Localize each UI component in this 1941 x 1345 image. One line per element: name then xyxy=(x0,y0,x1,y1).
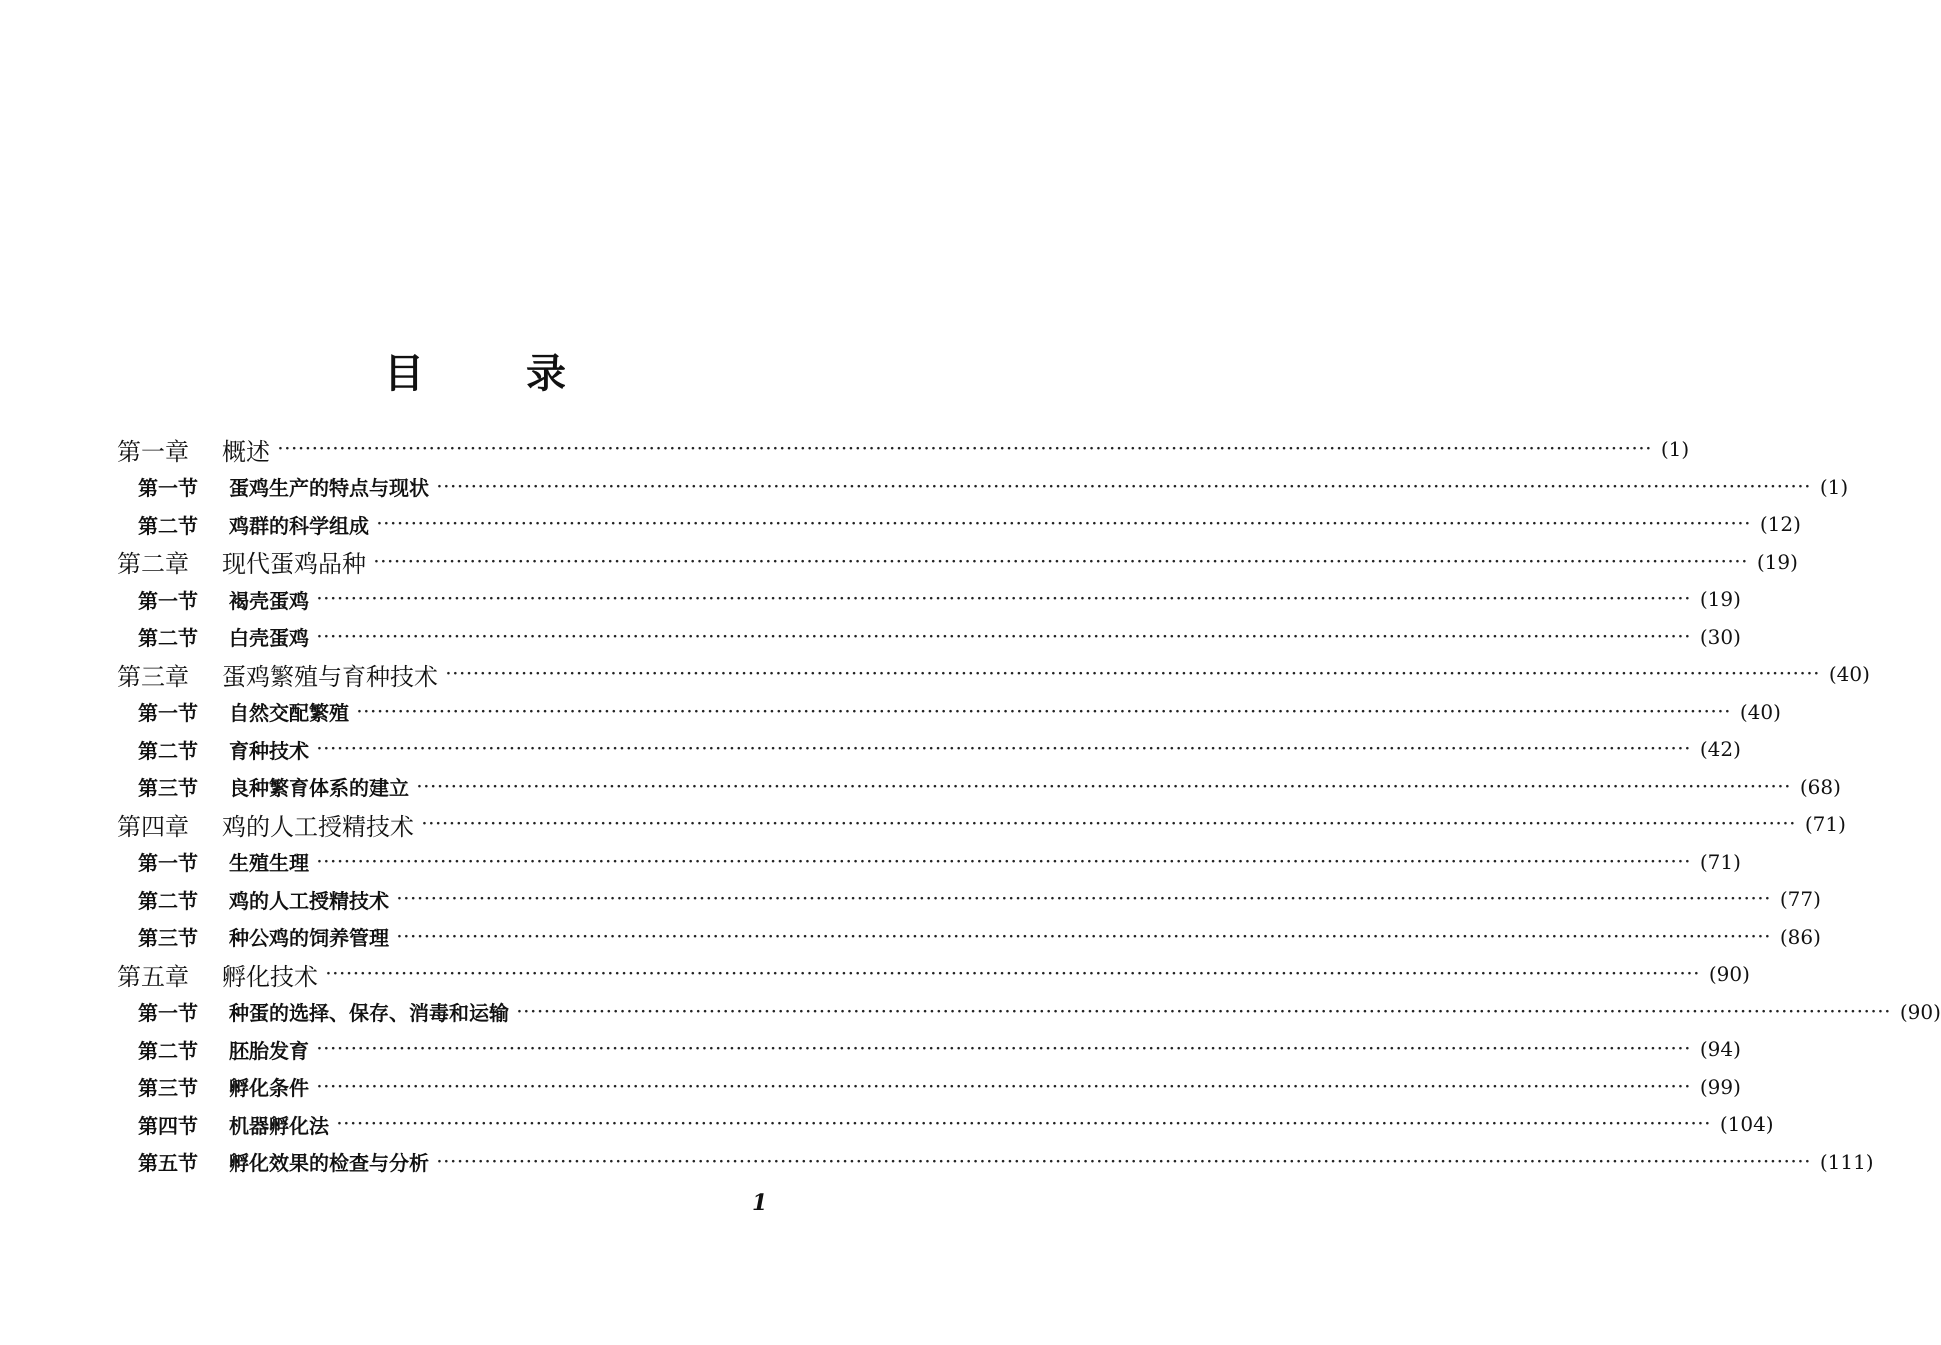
toc-entry-title: 褐壳蛋鸡 xyxy=(229,588,309,613)
toc-section-row xyxy=(138,1105,1774,1143)
dot-leader: ········································································································································································································ xyxy=(317,853,1692,870)
toc-entry-page: (90) xyxy=(1708,962,1750,986)
dot-leader: ········································································································································································································ xyxy=(337,1116,1712,1132)
toc-entry-title: 种蛋的选择、保存、消毒和运输 xyxy=(229,1001,509,1025)
toc-entry-label: 第一节 xyxy=(138,1001,198,1025)
toc-chapter-row xyxy=(117,543,1798,581)
toc-section-row xyxy=(138,1030,1741,1068)
toc-section-row xyxy=(138,730,1741,768)
page-number: 1 xyxy=(752,1190,768,1216)
dot-leader: ········································································································································································································ xyxy=(357,703,1732,720)
toc-entry-page: (42) xyxy=(1699,737,1741,761)
toc-section-row xyxy=(138,468,1849,506)
toc-entry-page: (111) xyxy=(1819,1149,1874,1174)
toc-entry-page: (68) xyxy=(1799,774,1841,799)
dot-leader: ········································································································································································································ xyxy=(374,553,1749,570)
toc-entry-label: 第二章 xyxy=(117,550,189,578)
toc-chapter-row xyxy=(117,430,1690,468)
toc-entry-title: 自然交配繁殖 xyxy=(229,701,349,725)
toc-section-row xyxy=(138,580,1741,618)
dot-leader: ········································································································································································································ xyxy=(417,778,1792,795)
toc-section-row xyxy=(138,505,1801,543)
toc-entry-title: 孵化条件 xyxy=(229,1076,309,1100)
toc-section-row xyxy=(138,768,1841,806)
toc-section-row xyxy=(138,1143,1874,1181)
toc-entry-page: (90) xyxy=(1899,999,1941,1024)
toc-chapter-row xyxy=(117,955,1750,993)
toc-entry-page: (30) xyxy=(1699,624,1741,649)
toc-entry-page: (12) xyxy=(1759,512,1801,536)
dot-leader: ········································································································································································································ xyxy=(437,478,1812,495)
toc-entry-title: 鸡群的科学组成 xyxy=(229,513,369,538)
dot-leader: ········································································································································································································ xyxy=(317,1041,1692,1057)
toc-entry-title: 孵化效果的检查与分析 xyxy=(229,1151,429,1175)
toc-entry-page: (19) xyxy=(1756,549,1798,574)
toc-entry-page: (77) xyxy=(1779,887,1821,911)
toc-entry-title: 育种技术 xyxy=(229,738,309,763)
toc-entry-label: 第三节 xyxy=(138,776,198,800)
toc-chapter-row xyxy=(117,805,1846,843)
dot-leader: ········································································································································································································ xyxy=(422,816,1797,832)
toc-entry-title: 机器孵化法 xyxy=(229,1113,329,1138)
dot-leader: ········································································································································································································ xyxy=(517,1003,1892,1020)
toc-section-row xyxy=(138,918,1821,956)
page-title: 目 录 xyxy=(384,351,610,397)
toc-chapter-row xyxy=(117,655,1870,693)
toc-entry-label: 第二节 xyxy=(138,513,198,538)
toc-entry-label: 第二节 xyxy=(138,1038,198,1063)
toc-entry-page: (1) xyxy=(1660,437,1690,461)
toc-entry-page: (71) xyxy=(1804,812,1846,836)
toc-section-row xyxy=(138,618,1741,656)
toc-section-row xyxy=(138,993,1941,1031)
toc-entry-label: 第五章 xyxy=(117,962,189,991)
toc-entry-label: 第五节 xyxy=(138,1151,198,1175)
toc-section-row xyxy=(138,693,1781,731)
dot-leader: ········································································································································································································ xyxy=(397,891,1772,907)
toc-entry-page: (86) xyxy=(1779,924,1821,949)
toc-section-row xyxy=(138,880,1821,918)
toc-entry-title: 胚胎发育 xyxy=(229,1038,309,1063)
toc-entry-title: 生殖生理 xyxy=(229,851,309,875)
dot-leader: ········································································································································································································ xyxy=(437,1153,1812,1170)
toc-entry-label: 第三章 xyxy=(117,662,189,691)
toc-entry-label: 第三节 xyxy=(138,926,198,950)
toc-entry-label: 第一节 xyxy=(138,476,198,500)
toc-entry-label: 第二节 xyxy=(138,888,198,913)
dot-leader: ········································································································································································································ xyxy=(326,966,1701,982)
toc-entry-label: 第一节 xyxy=(138,701,198,725)
dot-leader: ········································································································································································································ xyxy=(317,628,1692,645)
toc-entry-label: 第二节 xyxy=(138,626,198,650)
toc-entry-label: 第一章 xyxy=(117,437,189,466)
toc-entry-title: 鸡的人工授精技术 xyxy=(229,888,389,913)
toc-section-row xyxy=(138,1068,1741,1106)
toc-entry-title: 蛋鸡生产的特点与现状 xyxy=(229,476,429,500)
dot-leader: ········································································································································································································ xyxy=(317,591,1692,607)
toc-entry-label: 第二节 xyxy=(138,738,198,763)
toc-entry-title: 蛋鸡繁殖与育种技术 xyxy=(222,662,438,691)
toc-entry-title: 种公鸡的饲养管理 xyxy=(229,926,389,950)
toc-entry-page: (104) xyxy=(1719,1112,1774,1136)
toc-entry-label: 第三节 xyxy=(138,1076,198,1100)
toc-entry-title: 白壳蛋鸡 xyxy=(229,626,309,650)
dot-leader: ········································································································································································································ xyxy=(397,928,1772,945)
toc-entry-label: 第四节 xyxy=(138,1113,198,1138)
dot-leader: ········································································································································································································ xyxy=(446,666,1821,682)
dot-leader: ········································································································································································································ xyxy=(278,441,1653,457)
toc-entry-title: 现代蛋鸡品种 xyxy=(222,550,366,578)
toc-entry-title: 鸡的人工授精技术 xyxy=(222,812,414,841)
toc-entry-label: 第一节 xyxy=(138,851,198,875)
toc-entry-title: 良种繁育体系的建立 xyxy=(229,776,409,800)
toc-entry-page: (94) xyxy=(1699,1037,1741,1061)
toc-entry-title: 概述 xyxy=(222,437,270,466)
toc-entry-label: 第四章 xyxy=(117,812,189,841)
toc-entry-label: 第一节 xyxy=(138,588,198,613)
toc-entry-title: 孵化技术 xyxy=(222,962,318,991)
toc-entry-page: (99) xyxy=(1699,1074,1741,1099)
toc-entry-page: (40) xyxy=(1828,662,1870,686)
toc-entry-page: (40) xyxy=(1739,699,1781,724)
toc-entry-page: (19) xyxy=(1699,587,1741,611)
toc-section-row xyxy=(138,843,1741,881)
dot-leader: ········································································································································································································ xyxy=(317,1078,1692,1095)
toc-entry-page: (71) xyxy=(1699,849,1741,874)
dot-leader: ········································································································································································································ xyxy=(317,741,1692,757)
dot-leader: ········································································································································································································ xyxy=(377,516,1752,532)
toc-entry-page: (1) xyxy=(1819,474,1849,499)
